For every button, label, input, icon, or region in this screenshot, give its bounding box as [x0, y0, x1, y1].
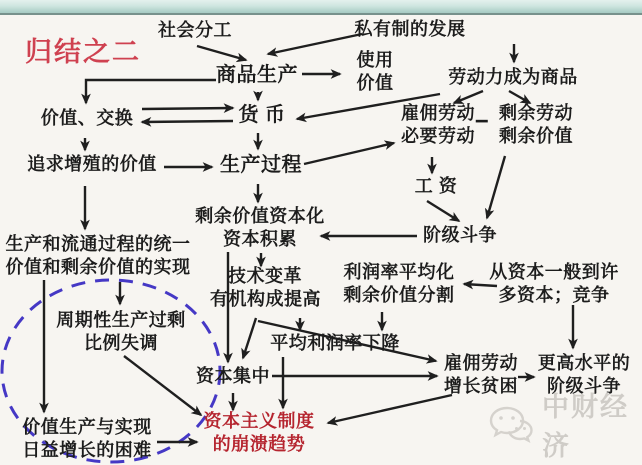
node-wage-labor-growing-poverty: 雇佣劳动 增长贫困 — [444, 353, 518, 397]
node-wage-labor-necessary-labor: 雇佣劳动 必要劳动 — [401, 103, 475, 147]
node-wages: 工 资 — [414, 176, 458, 196]
node-production-process: 生产过程 — [220, 154, 302, 176]
node-labor-power-becomes-commodity: 劳动力成为商品 — [448, 67, 578, 87]
node-capitalist-system-collapse: 资本主义制度 的崩溃趋势 — [203, 411, 315, 455]
node-private-ownership-development: 私有制的发展 — [354, 19, 466, 39]
node-production-circulation-unity: 生产和流通过程的统一 价值和剩余价值的实现 — [5, 234, 191, 278]
node-value-exchange: 价值、交换 — [40, 108, 134, 128]
node-money: 货 币 — [238, 104, 286, 126]
node-class-struggle: 阶级斗争 — [423, 225, 497, 245]
node-from-capital-general-to-many: 从资本一般到许 多资本；竞争 — [489, 262, 619, 306]
node-average-profit-rate-fall: 平均利润率下降 — [270, 333, 400, 353]
node-value-seeking-increment: 追求增殖的价值 — [27, 154, 157, 174]
node-profit-rate-equalization: 利润率平均化 剩余价值分割 — [343, 262, 455, 306]
watermark — [488, 392, 638, 461]
node-value-production-difficulty: 价值生产与实现 日益增长的困难 — [22, 417, 152, 461]
node-surplus-value-capitalization: 剩余价值资本化 资本积累 — [195, 206, 325, 250]
node-capital-concentration: 资本集中 — [196, 366, 270, 386]
node-higher-level-class-struggle: 更高水平的 阶级斗争 — [537, 353, 631, 397]
node-tech-change-organic-composition: 技术变革 有机构成提高 — [210, 266, 321, 310]
node-surplus-labor-surplus-value: 剩余劳动 剩余价值 — [499, 103, 573, 147]
watermark-text: 中财经济 — [542, 392, 629, 461]
wechat-icon — [488, 404, 534, 444]
node-periodic-overproduction: 周期性生产过剩 比例失调 — [56, 310, 186, 354]
node-minus-sign: − — [474, 108, 490, 135]
node-use-value: 使用 价值 — [356, 50, 394, 94]
node-commodity-production: 商品生产 — [216, 64, 298, 86]
slide-title: 归结之二 — [25, 37, 141, 67]
node-social-division-of-labor: 社会分工 — [158, 20, 232, 40]
